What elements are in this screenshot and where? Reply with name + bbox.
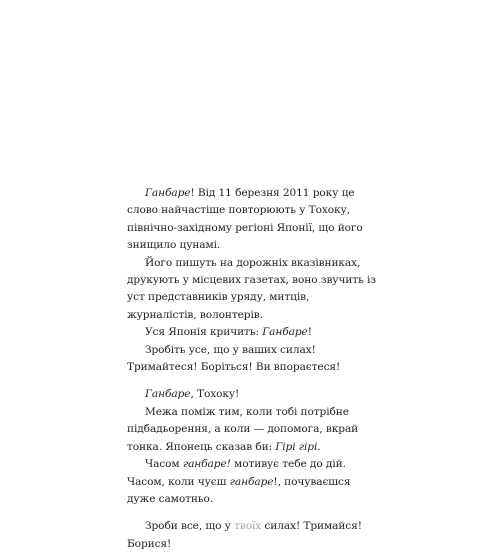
- text-run: Зроби все, що у: [145, 520, 235, 533]
- paragraph-7: [127, 456, 377, 508]
- text-run: !: [307, 326, 312, 339]
- paragraph-3: [127, 324, 377, 341]
- faded-word: твоїх: [234, 520, 262, 533]
- paragraph-5: [127, 386, 377, 403]
- paragraph-gap: [127, 376, 377, 386]
- italic-word: Гірі гірі: [275, 440, 318, 453]
- text-run: !, почуваєшся дуже самотньо.: [127, 475, 351, 505]
- italic-word: Ганбаре: [262, 326, 308, 339]
- text-run: Уся Японія кричить:: [145, 326, 263, 339]
- text-run: Часом: [145, 458, 183, 471]
- paragraph-1: [127, 185, 377, 255]
- text-run: силах! Тримайся! Борися!: [127, 520, 362, 550]
- italic-word: ганбаре!: [182, 458, 231, 471]
- italic-word: Ганбаре: [145, 187, 191, 199]
- text-run: , Тохоку!: [190, 388, 240, 401]
- text-run: ! Від 11 березня 2011 року це слово найчастіше повторюють у Тохоку, північно-західному регіоні Японії, що його знищило цунамі.: [127, 187, 363, 252]
- italic-word: ганбаре: [229, 475, 274, 488]
- paragraph-gap: [127, 508, 377, 518]
- text-block: [127, 185, 377, 553]
- paragraph-6: [127, 404, 377, 456]
- text-run: Межа поміж тим, коли тобі потрібне підбадьорення, а коли — допомога, вкрай тонка. Японець сказав би:: [127, 405, 359, 453]
- paragraph-8: [127, 518, 377, 553]
- text-run: мотивує тебе до дій. Часом, коли чуєш: [127, 458, 346, 488]
- text-run: .: [317, 440, 321, 453]
- paragraph-4: Зробіть усе, що у ваших силах! Тримайтеся! Боріться! Ви впораєтеся!: [127, 343, 341, 374]
- paragraph-2: Його пишуть на дорожніх вказівниках, друкують у місцевих газетах, воно звучить із уст представників уряду, митців, журналістів, волонтерів.: [127, 256, 376, 321]
- italic-word: Ганбаре: [145, 388, 191, 401]
